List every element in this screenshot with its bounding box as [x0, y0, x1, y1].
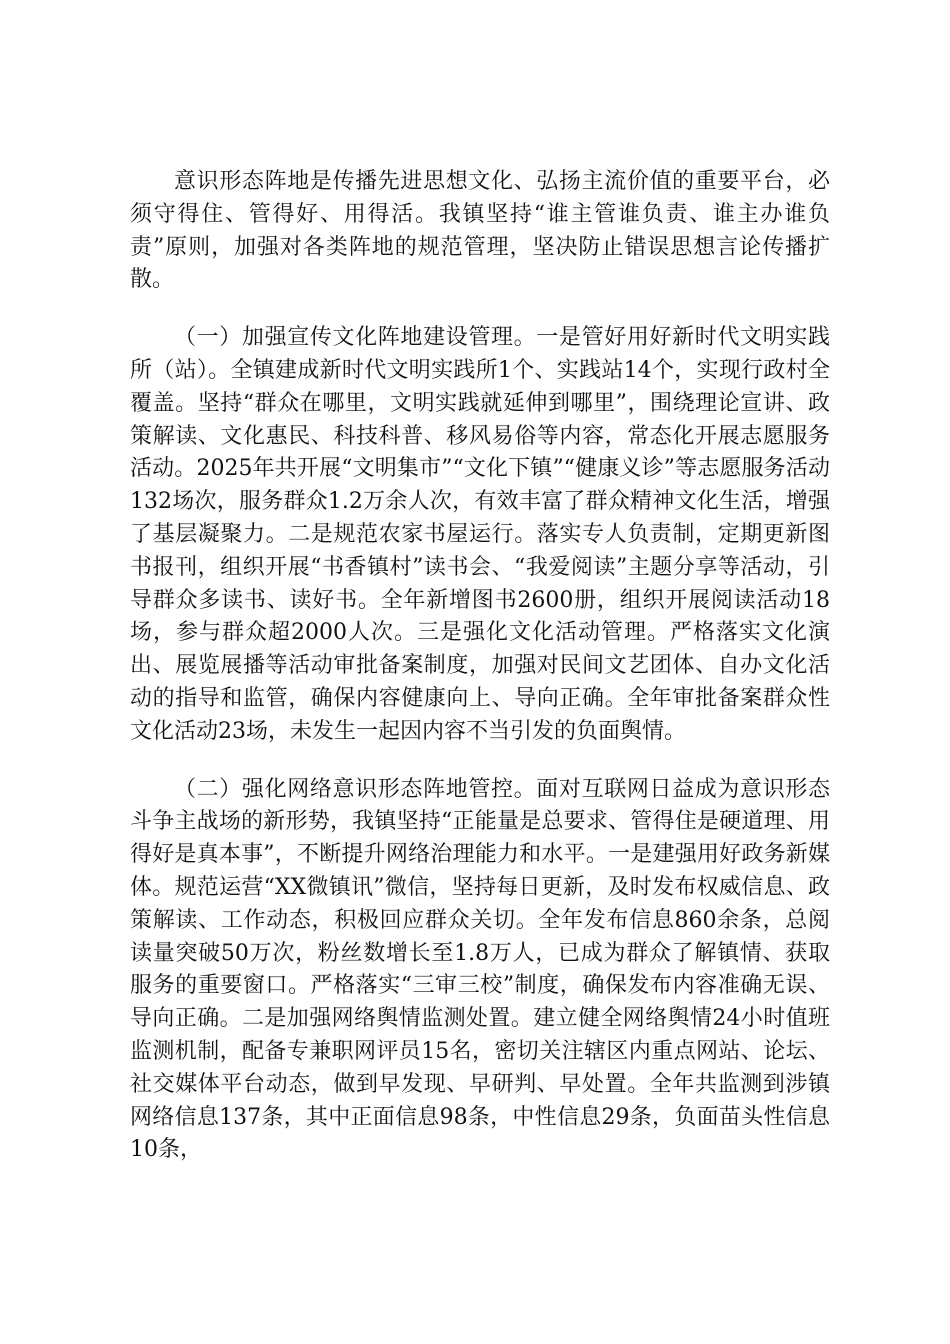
paragraph-section-1: （一）加强宣传文化阵地建设管理。一是管好用好新时代文明实践所（站）。全镇建成新时代文明实践所1个、实践站14个，实现行政村全覆盖。坚持“群众在哪里，文明实践就延伸到哪里”，围绕理论宣讲、政策解读、文化惠民、科技科普、移风易俗等内容，常态化开展志愿服务活动。2025年共开展“文明集市”“文化下镇”“健康义诊”等志愿服务活动132场次，服务群众1.2万余人次，有效丰富了群众精神文化生活，增强了基层凝聚力。二是规范农家书屋运行。落实专人负责制，定期更新图书报刊，组织开展“书香镇村”读书会、“我爱阅读”主题分享等活动，引导群众多读书、读好书。全年新增图书2600册，组织开展阅读活动18场，参与群众超2000人次。三是强化文化活动管理。严格落实文化演出、展览展播等活动审批备案制度，加强对民间文艺团体、自办文化活动的指导和监管，确保内容健康向上、导向正确。全年审批备案群众性文化活动23场，未发生一起因内容不当引发的负面舆情。 — [130, 325, 830, 744]
paragraph-intro: 意识形态阵地是传播先进思想文化、弘扬主流价值的重要平台，必须守得住、管得好、用得活。我镇坚持“谁主管谁负责、谁主办谁负责”原则，加强对各类阵地的规范管理，坚决防止错误思想言论传播扩散。 — [130, 169, 830, 293]
paragraph-section-2: （二）强化网络意识形态阵地管控。面对互联网日益成为意识形态斗争主战场的新形势，我镇坚持“正能量是总要求、管得住是硬道理、用得好是真本事”，不断提升网络治理能力和水平。一是建强用好政务新媒体。规范运营“XX微镇讯”微信，坚持每日更新，及时发布权威信息、政策解读、工作动态，积极回应群众关切。全年发布信息860余条，总阅读量突破50万次，粉丝数增长至1.8万人，已成为群众了解镇情、获取服务的重要窗口。严格落实“三审三校”制度，确保发布内容准确无误、导向正确。二是加强网络舆情监测处置。建立健全网络舆情24小时值班监测机制，配备专兼职网评员15名，密切关注辖区内重点网站、论坛、社交媒体平台动态，做到早发现、早研判、早处置。全年共监测到涉镇网络信息137条，其中正面信息98条，中性信息29条，负面苗头性信息10条， — [130, 776, 830, 1163]
document-body — [130, 166, 830, 1167]
